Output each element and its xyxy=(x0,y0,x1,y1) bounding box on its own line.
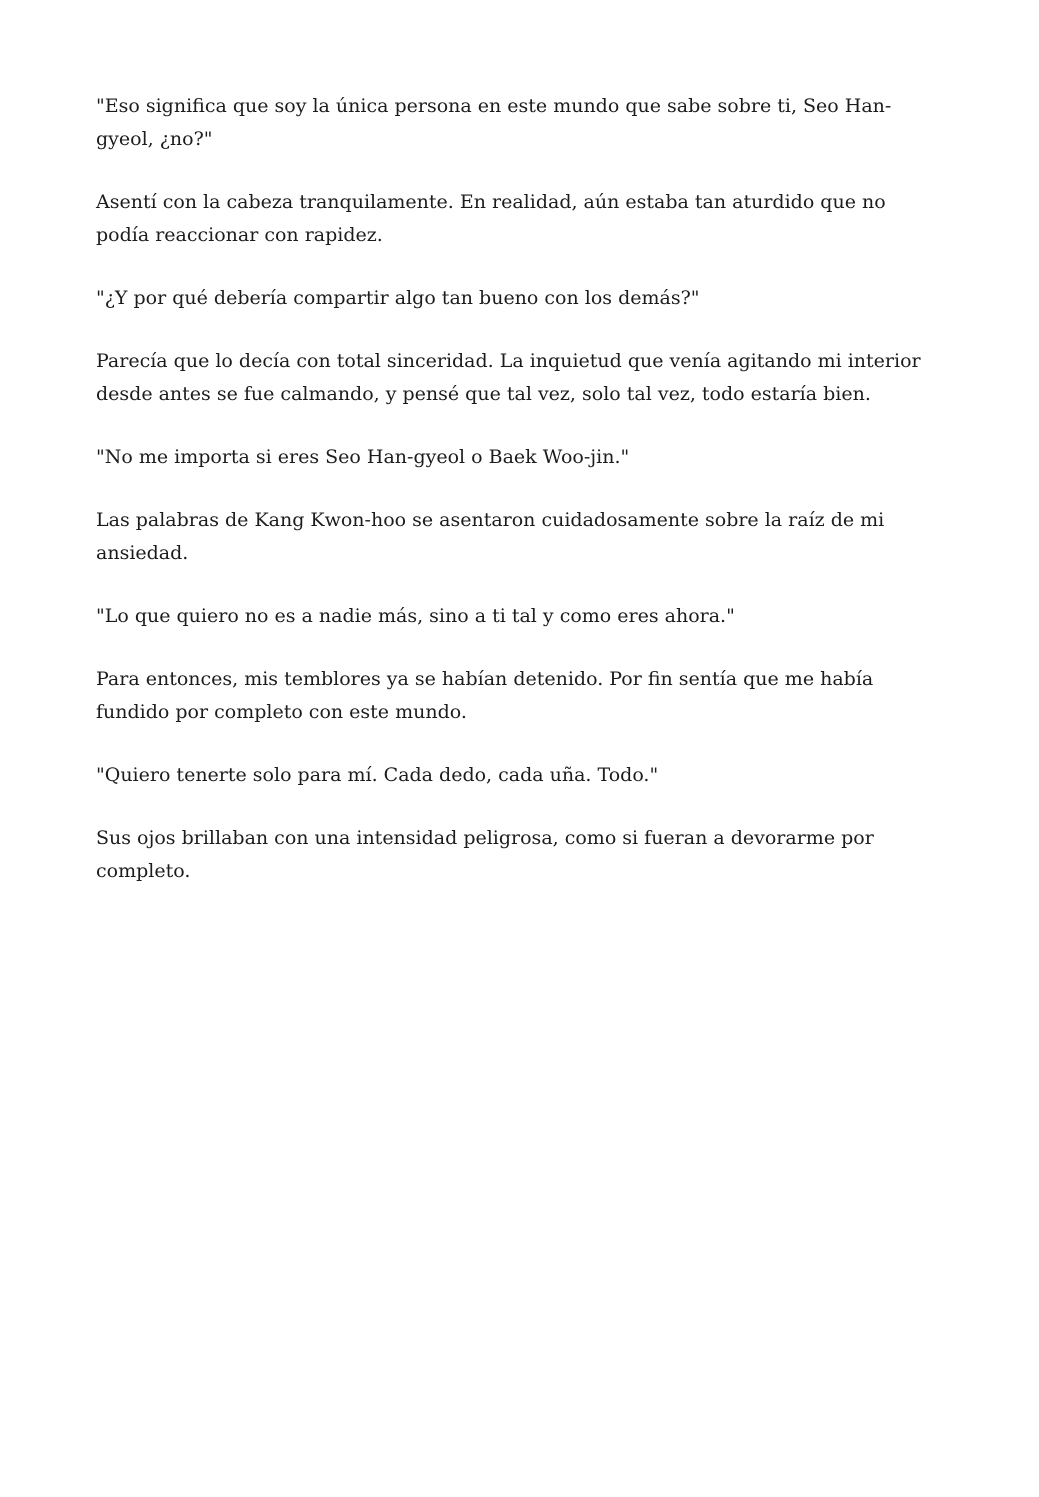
paragraph-dialogue: "Quiero tenerte solo para mí. Cada dedo, cada uña. Todo." xyxy=(96,764,659,786)
paragraph-narration: Sus ojos brillaban con una intensidad peligrosa, como si fueran a devorarme por completo. xyxy=(96,827,874,882)
paragraph-dialogue: "Eso significa que soy la única persona en este mundo que sabe sobre ti, Seo Han-gyeol, ¿no?" xyxy=(96,95,892,150)
paragraph-narration: Parecía que lo decía con total sinceridad. La inquietud que venía agitando mi interior desde antes se fue calmando, y pensé que tal vez, solo tal vez, todo estaría bien. xyxy=(96,350,921,405)
paragraph-narration: Asentí con la cabeza tranquilamente. En realidad, aún estaba tan aturdido que no podía reaccionar con rapidez. xyxy=(96,191,886,246)
paragraph-dialogue: "No me importa si eres Seo Han-gyeol o Baek Woo-jin." xyxy=(96,446,630,468)
paragraph-dialogue: "¿Y por qué debería compartir algo tan bueno con los demás?" xyxy=(96,287,700,309)
paragraph-narration: Para entonces, mis temblores ya se habían detenido. Por fin sentía que me había fundido por completo con este mundo. xyxy=(96,668,874,723)
paragraph-dialogue: "Lo que quiero no es a nadie más, sino a ti tal y como eres ahora." xyxy=(96,605,735,627)
paragraph-narration: Las palabras de Kang Kwon-hoo se asentaron cuidadosamente sobre la raíz de mi ansiedad. xyxy=(96,509,885,564)
document-body xyxy=(96,90,943,888)
